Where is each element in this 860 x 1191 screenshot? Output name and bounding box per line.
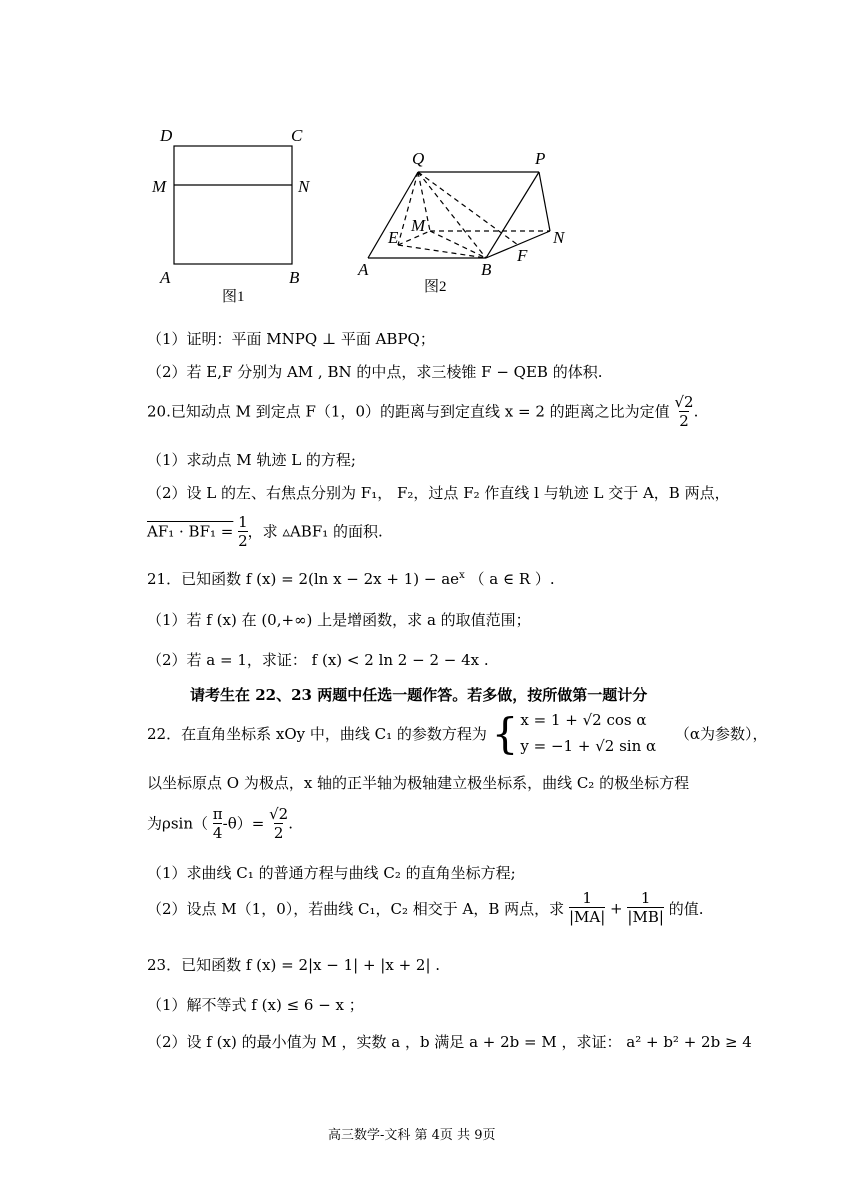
label-a: A	[358, 260, 369, 279]
label-e: E	[388, 228, 399, 247]
label-p: P	[535, 149, 546, 168]
q22-pi-fraction	[213, 806, 223, 843]
label-f: F	[517, 246, 528, 265]
q22-mb-den: |MB|	[627, 908, 664, 927]
q22-stem-text: 22．在直角坐标系 xOy 中，曲线 C₁ 的参数方程为	[147, 725, 487, 743]
q21-stem	[147, 568, 555, 589]
q20-half-fraction	[238, 514, 248, 551]
q23-stem: 23．已知函数 f (x) = 2|x − 1| + |x + 2| .	[147, 956, 441, 974]
optional-instruction: 请考生在 22、23 两题中任选一题作答。若多做，按所做第一题计分	[190, 686, 648, 704]
q21-stem-end: （ a ∈ R ）.	[469, 570, 555, 588]
q21-part2: （2）若 a = 1，求证： f (x) < 2 ln 2 − 2 − 4x .	[147, 651, 489, 669]
q22-part1: （1）求曲线 C₁ 的普通方程与曲线 C₂ 的直角坐标方程;	[147, 864, 516, 882]
q20-part2-ask: ，求 ▵ABF₁ 的面积.	[247, 522, 383, 541]
q21-stem-text: 21．已知函数 f (x) = 2(ln x − 2x + 1) − ae	[147, 570, 460, 588]
q22-plus: +	[610, 899, 623, 918]
q20-part2-condition	[147, 514, 383, 551]
q22-ma-den: |MA|	[568, 908, 606, 927]
q22-rhs-den: 2	[273, 824, 284, 843]
label-q: Q	[412, 149, 425, 168]
label-c: C	[291, 126, 303, 145]
q20-stem	[147, 394, 698, 431]
left-brace-icon: {	[491, 708, 519, 758]
figure-2	[350, 145, 580, 300]
figure-2-caption: 图2	[424, 279, 447, 295]
q22-pi-den: 4	[212, 824, 223, 843]
q20-ratio-fraction	[674, 394, 693, 431]
q20-ratio-num: √2	[674, 393, 694, 411]
q20-ratio-den: 2	[679, 412, 689, 431]
q22-param-note: （α为参数），	[674, 725, 768, 743]
label-d: D	[160, 126, 173, 145]
q22-ma-fraction	[569, 890, 605, 927]
label-m: M	[411, 216, 426, 235]
q20-stem-end: .	[693, 402, 699, 421]
q22-polar-equation	[147, 806, 293, 843]
page-footer: 高三数学-文科 第 4页 共 9页	[328, 1128, 496, 1143]
q22-param-y: y = −1 + √2 sin α	[520, 736, 657, 755]
label-b: B	[289, 268, 300, 287]
q20-part2: （2）设 L 的左、右焦点分别为 F₁， F₂，过点 F₂ 作直线 l 与轨迹 L 交于 A，B 两点，	[147, 484, 730, 502]
q22-rhs-fraction	[269, 806, 288, 843]
q23-part1: （1）解不等式 f (x) ≤ 6 − x ；	[147, 996, 364, 1014]
q22-line3-end: .	[288, 814, 293, 833]
figure-1-caption: 图1	[222, 289, 245, 305]
q20-half-num: 1	[238, 513, 248, 531]
q19-part2: （2）若 E,F 分别为 AM , BN 的中点，求三棱锥 F − QEB 的体积.	[147, 363, 603, 381]
q20-half-den: 2	[238, 532, 248, 551]
q22-mb-fraction	[627, 890, 664, 927]
q21-exponent: x	[459, 570, 465, 581]
square-abcd	[174, 146, 292, 264]
q22-part2-text: （2）设点 M（1，0），若曲线 C₁，C₂ 相交于 A，B 两点，求	[147, 899, 565, 918]
q20-vector-product: AF₁ · BF₁ =	[147, 522, 234, 541]
q22-stem	[147, 708, 768, 759]
label-n: N	[553, 228, 565, 247]
q22-param-x: x = 1 + √2 cos α	[520, 711, 647, 729]
q21-part1: （1）若 f (x) 在 (0,+∞) 上是增函数，求 a 的取值范围；	[147, 611, 531, 629]
q20-stem-text: 20.已知动点 M 到定点 F（1，0）的距离与到定直线 x = 2 的距离之比为定值	[147, 402, 670, 421]
q20-part1: （1）求动点 M 轨迹 L 的方程;	[147, 451, 356, 469]
q22-mb-num: 1	[640, 889, 651, 907]
q22-line2: 以坐标原点 O 为极点，x 轴的正半轴为极轴建立极坐标系，曲线 C₂ 的极坐标方程	[147, 774, 690, 792]
q22-line3-start: 为ρsin（	[147, 814, 208, 833]
label-b: B	[481, 260, 492, 279]
q22-ma-num: 1	[582, 889, 592, 907]
q23-part2: （2）设 f (x) 的最小值为 M ，实数 a ，b 满足 a + 2b = M ，求证： a² + b² + 2b ≥ 4	[147, 1033, 752, 1051]
q22-rhs-num: √2	[269, 805, 289, 823]
label-m: M	[152, 177, 167, 196]
q22-pi-num: π	[212, 805, 223, 823]
label-n: N	[298, 177, 310, 196]
q22-param-system	[492, 708, 656, 759]
label-a: A	[160, 268, 171, 287]
q22-part2-end: 的值.	[668, 899, 704, 918]
q22-part2	[147, 890, 703, 927]
q22-line3-mid: -θ）=	[222, 814, 265, 833]
q19-part1: （1）证明：平面 MNPQ ⊥ 平面 ABPQ；	[147, 330, 435, 348]
figure-1	[150, 122, 330, 307]
